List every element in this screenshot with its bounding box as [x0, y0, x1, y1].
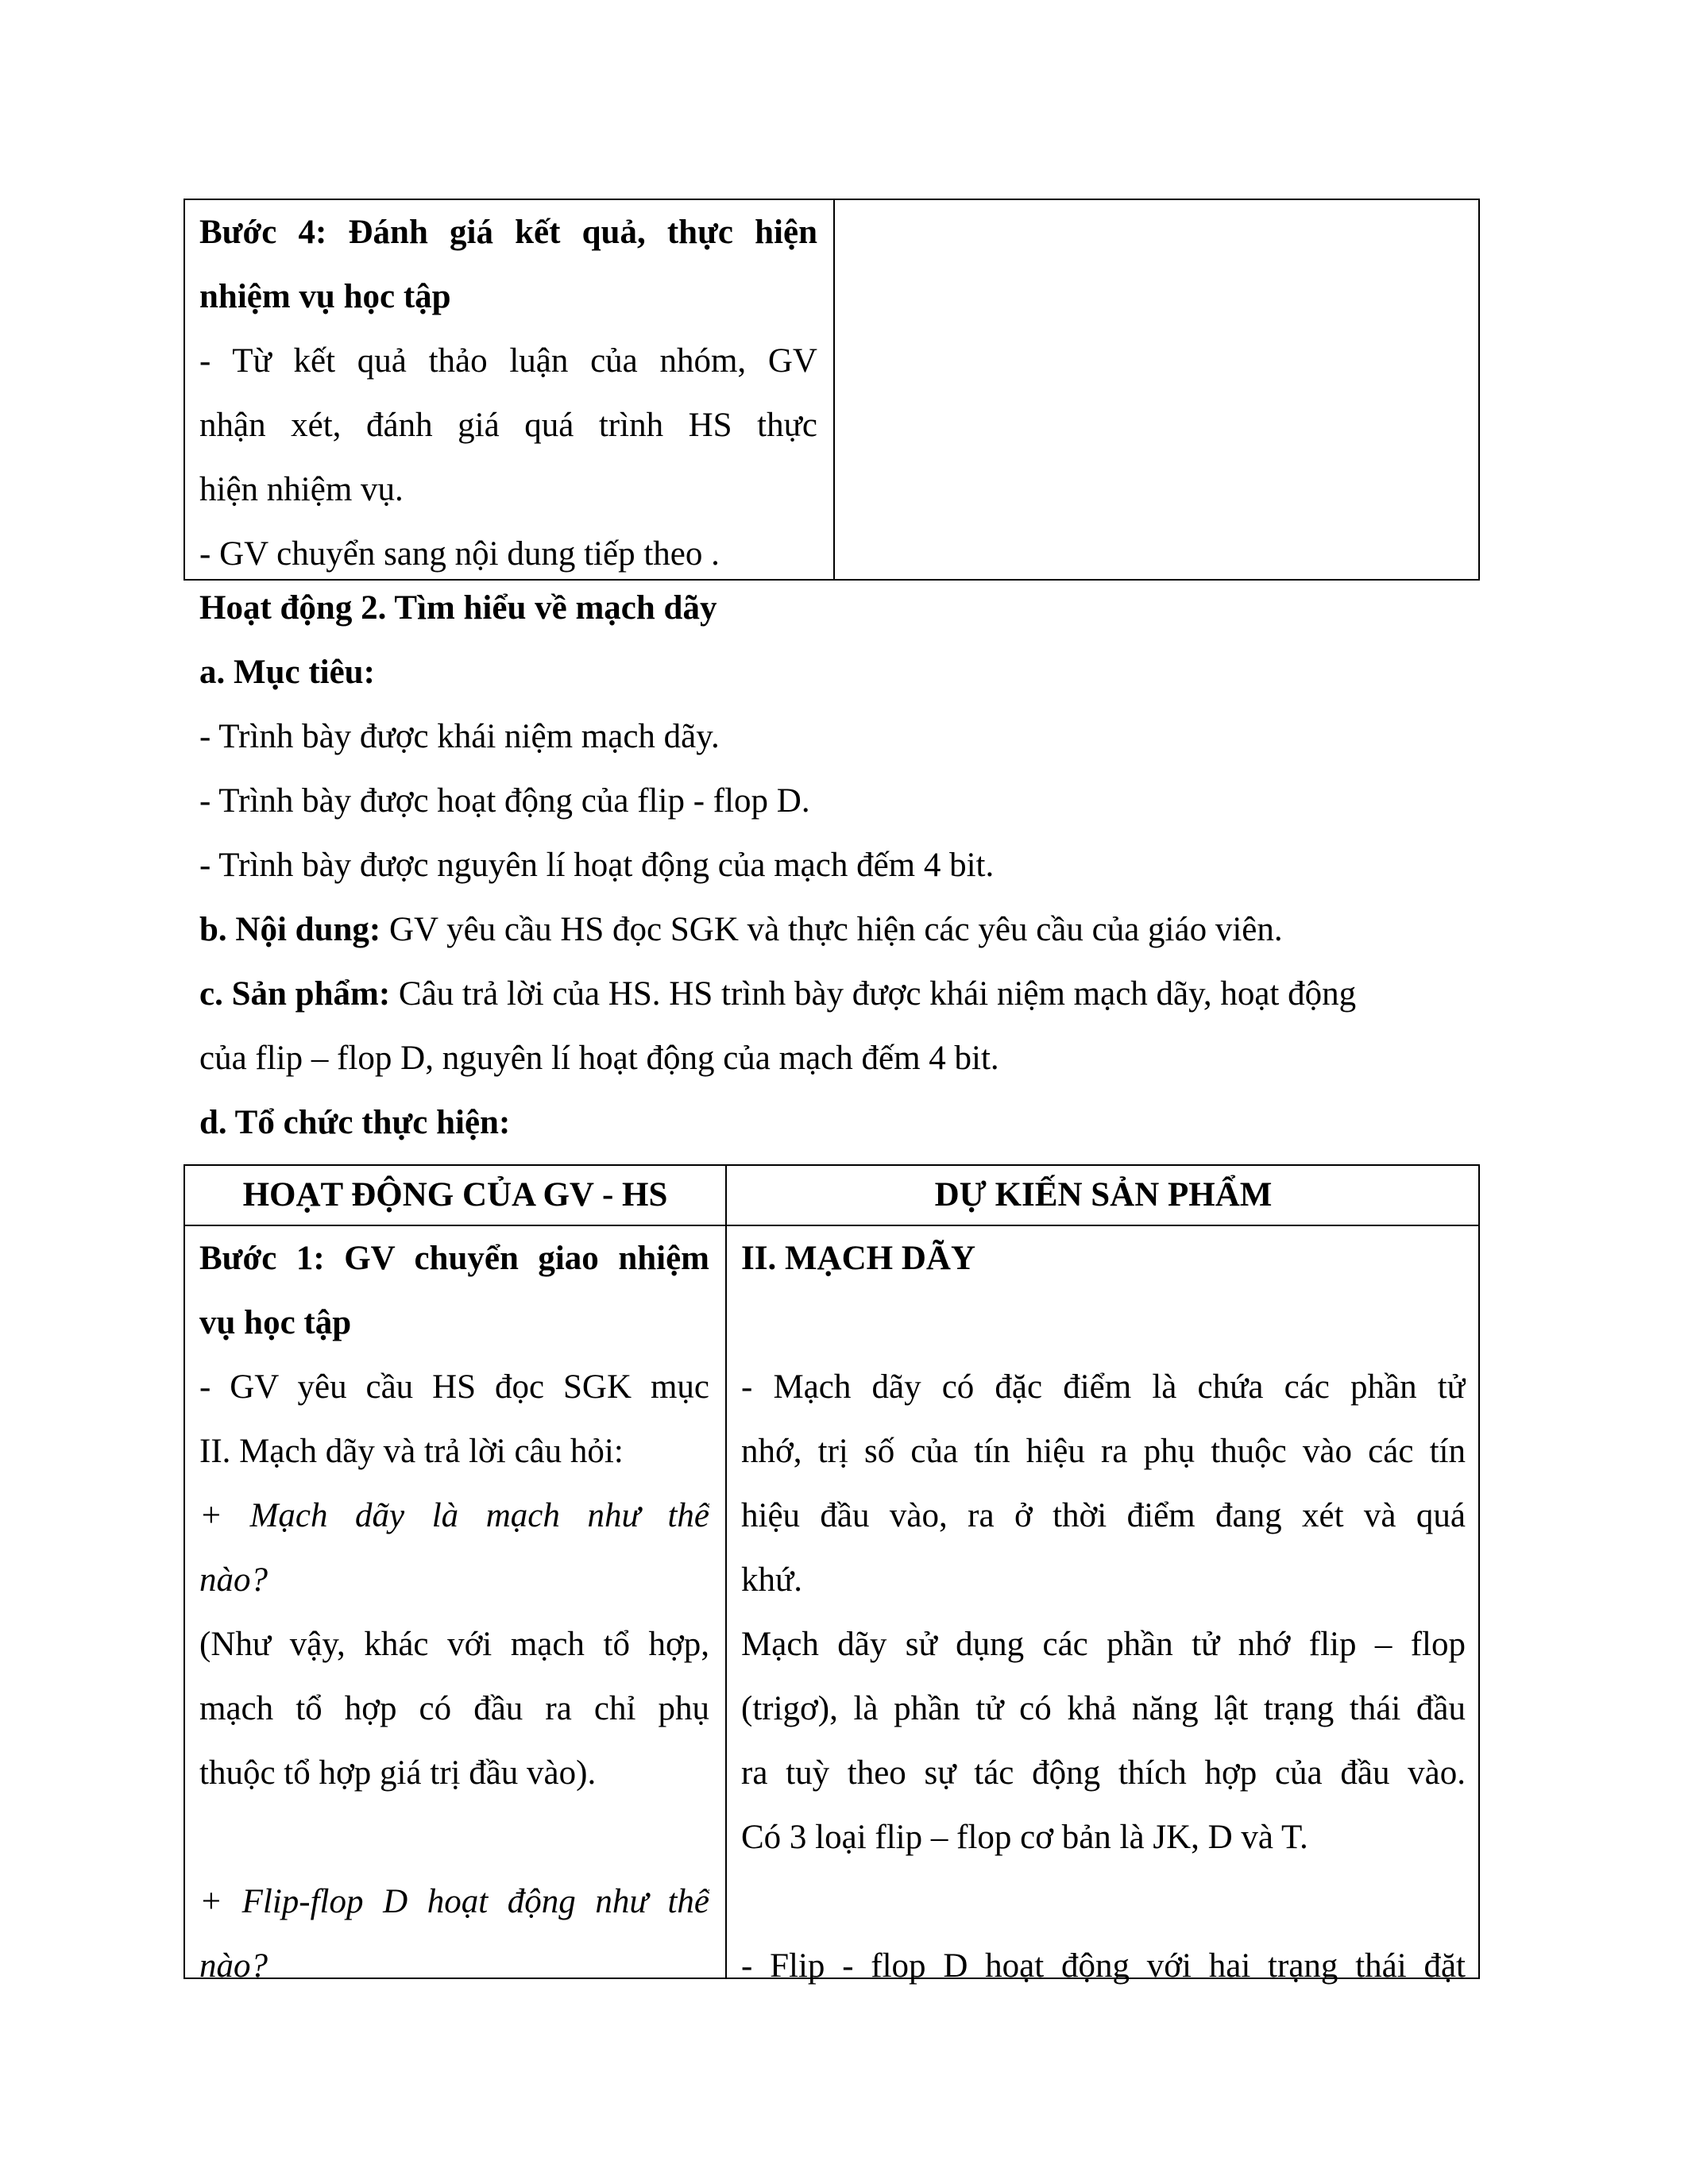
objective-item: - Trình bày được khái niệm mạch dãy.: [199, 718, 720, 755]
objective-label: a. Mục tiêu:: [199, 654, 375, 691]
blank-line: [741, 1291, 1466, 1355]
text-line: (trigơ), là phần tử có khả năng lật trạng thái đầu: [741, 1690, 1466, 1727]
text-line: - GV yêu cầu HS đọc SGK mục: [199, 1368, 709, 1406]
content-label: b. Nội dung:: [199, 911, 381, 948]
table-header-right: DỰ KIẾN SẢN PHẨM: [934, 1176, 1273, 1214]
blank-line: [199, 1805, 709, 1870]
text-line: mạch tổ hợp có đầu ra chỉ phụ: [199, 1690, 709, 1727]
step-title: Bước 1: GV chuyển giao nhiệm: [199, 1240, 709, 1277]
text-line: - GV chuyển sang nội dung tiếp theo .: [199, 535, 720, 573]
blank-line: [741, 1870, 1466, 1934]
table-cell-right: [741, 1226, 1466, 1998]
product-paragraph: [199, 962, 1356, 1026]
content-text: GV yêu cầu HS đọc SGK và thực hiện các yêu cầu của giáo viên.: [380, 911, 1283, 948]
product-label: c. Sản phẩm:: [199, 975, 391, 1013]
objective-item: - Trình bày được nguyên lí hoạt động của mạch đếm 4 bit.: [199, 847, 995, 884]
question-line: + Mạch dãy là mạch như thế: [199, 1497, 709, 1534]
text-line: nhớ, trị số của tín hiệu ra phụ thuộc vào các tín: [741, 1433, 1466, 1470]
text-line: hiện nhiệm vụ.: [199, 471, 404, 508]
step-title-cont: vụ học tập: [199, 1304, 352, 1341]
text-line: Có 3 loại flip – flop cơ bản là JK, D và T.: [741, 1819, 1308, 1856]
text-line: - Từ kết quả thảo luận của nhóm, GV: [199, 342, 817, 380]
text-line: II. Mạch dãy và trả lời câu hỏi:: [199, 1433, 624, 1470]
text-line: - Mạch dãy có đặc điểm là chứa các phần tử: [741, 1368, 1466, 1406]
text-line: thuộc tổ hợp giá trị đầu vào).: [199, 1754, 597, 1792]
step-title-cont: nhiệm vụ học tập: [199, 278, 451, 315]
section-heading: Hoạt động 2. Tìm hiểu về mạch dãy: [199, 589, 717, 627]
table-header-left: HOẠT ĐỘNG CỦA GV - HS: [242, 1176, 668, 1214]
organize-label: d. Tổ chức thực hiện:: [199, 1104, 511, 1141]
text-line: (Như vậy, khác với mạch tổ hợp,: [199, 1626, 709, 1663]
objective-item: - Trình bày được hoạt động của flip - flop D.: [199, 782, 810, 820]
content-paragraph: [199, 897, 1283, 962]
section-title: II. MẠCH DÃY: [741, 1240, 976, 1277]
question-line: nào?: [199, 1947, 268, 1985]
table-column-divider: [833, 200, 835, 579]
table-cell-left: [199, 1226, 709, 1998]
text-line: hiệu đầu vào, ra ở thời điểm đang xét và quá: [741, 1497, 1466, 1534]
text-line: ra tuỳ theo sự tác động thích hợp của đầu vào.: [741, 1754, 1466, 1792]
text-line: khứ.: [741, 1561, 803, 1599]
question-line: + Flip-flop D hoạt động như thế: [199, 1883, 709, 1920]
text-line: - Flip - flop D hoạt động với hai trạng thái đặt: [741, 1947, 1466, 1985]
activity-table: [183, 1164, 1480, 1985]
table-step4: [183, 199, 1480, 581]
product-paragraph-cont: của flip – flop D, nguyên lí hoạt động của mạch đếm 4 bit.: [199, 1040, 999, 1077]
step-title: Bước 4: Đánh giá kết quả, thực hiện: [199, 214, 817, 251]
product-text: Câu trả lời của HS. HS trình bày được khái niệm mạch dãy, hoạt động: [390, 975, 1357, 1013]
table-column-divider: [725, 1166, 727, 1978]
table-cell-left: [199, 200, 817, 586]
text-line: Mạch dãy sử dụng các phần tử nhớ flip – flop: [741, 1626, 1466, 1663]
question-line: nào?: [199, 1561, 268, 1599]
text-line: nhận xét, đánh giá quá trình HS thực: [199, 407, 817, 444]
